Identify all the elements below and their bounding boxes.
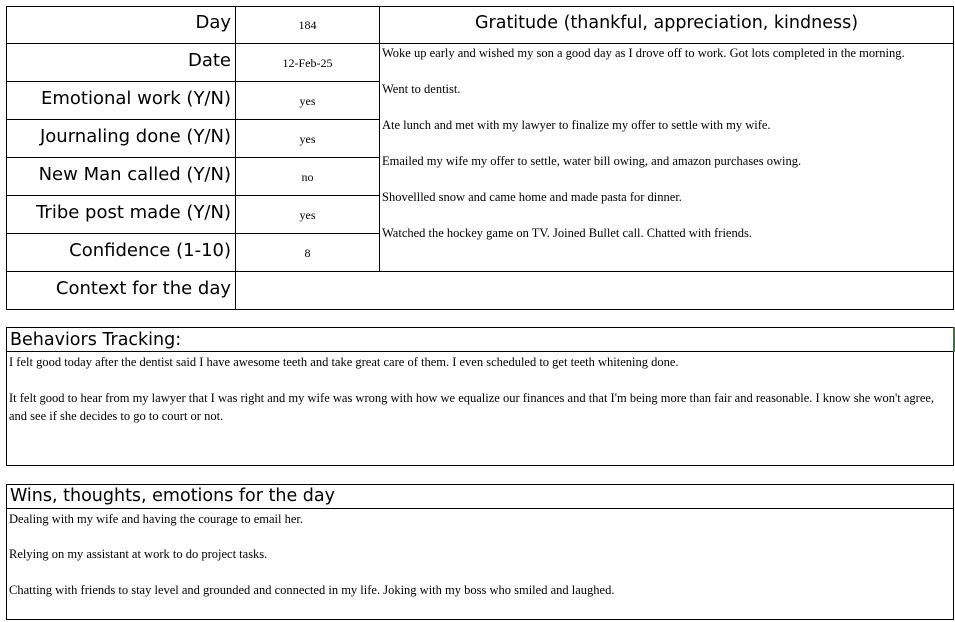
row-line <box>6 157 380 158</box>
gratitude-entry[interactable]: Emailed my wife my offer to settle, water bill owing, and amazon purchases owing. <box>382 154 802 168</box>
row-line <box>6 81 380 82</box>
new-man-called-value[interactable]: no <box>301 170 314 184</box>
wins-title: Wins, thoughts, emotions for the day <box>10 486 335 506</box>
tribe-post-value[interactable]: yes <box>299 208 316 222</box>
journaling-label: Journaling done (Y/N) <box>39 126 231 147</box>
row-line <box>6 233 380 234</box>
wins-header-line <box>6 508 954 509</box>
gratitude-entry[interactable]: Ate lunch and met with my lawyer to finalize my offer to settle with my wife. <box>382 118 771 132</box>
confidence-value[interactable]: 8 <box>304 246 311 260</box>
behaviors-header-line <box>6 351 954 352</box>
day-value[interactable]: 184 <box>298 18 317 32</box>
new-man-called-label: New Man called (Y/N) <box>38 164 231 185</box>
tracker-divider-label <box>235 6 236 310</box>
context-label: Context for the day <box>55 278 231 299</box>
row-line <box>6 195 380 196</box>
row-line <box>6 271 954 272</box>
gratitude-header-line <box>379 43 954 44</box>
day-label: Day <box>195 12 231 33</box>
row-line <box>6 43 380 44</box>
date-label: Date <box>187 50 231 71</box>
confidence-label: Confidence (1-10) <box>69 240 231 261</box>
gratitude-title: Gratitude (thankful, appreciation, kindness) <box>474 13 859 33</box>
behaviors-paragraph[interactable]: It felt good to hear from my lawyer that I was right and my wife was wrong with how we equalize our finances and that I'm being more than fair and reasonable. I know she won't agree, and see if she decides to go to court or not. <box>9 391 935 423</box>
gratitude-entry[interactable]: Shovellled snow and came home and made pasta for dinner. <box>382 190 682 204</box>
emotional-work-value[interactable]: yes <box>299 94 316 108</box>
emotional-work-label: Emotional work (Y/N) <box>40 88 231 109</box>
date-value[interactable]: 12-Feb-25 <box>282 56 333 70</box>
gratitude-entry[interactable]: Went to dentist. <box>382 82 461 96</box>
behaviors-paragraph[interactable]: I felt good today after the dentist said I have awesome teeth and take great care of them. I even scheduled to get teeth whitening done. <box>9 355 679 369</box>
gratitude-entry[interactable]: Woke up early and wished my son a good day as I drove off to work. Got lots completed in the morning. <box>382 46 905 60</box>
wins-paragraph[interactable]: Dealing with my wife and having the courage to email her. <box>9 512 304 526</box>
row-line <box>6 119 380 120</box>
journaling-value[interactable]: yes <box>299 132 316 146</box>
wins-paragraph[interactable]: Relying on my assistant at work to do project tasks. <box>9 547 268 561</box>
behaviors-title: Behaviors Tracking: <box>10 330 182 350</box>
tracker-divider-value <box>379 6 380 271</box>
tribe-post-label: Tribe post made (Y/N) <box>36 202 231 223</box>
wins-paragraph[interactable]: Chatting with friends to stay level and grounded and connected in my life. Joking with my boss who smiled and laughed. <box>9 583 615 597</box>
gratitude-entry[interactable]: Watched the hockey game on TV. Joined Bullet call. Chatted with friends. <box>382 226 752 240</box>
